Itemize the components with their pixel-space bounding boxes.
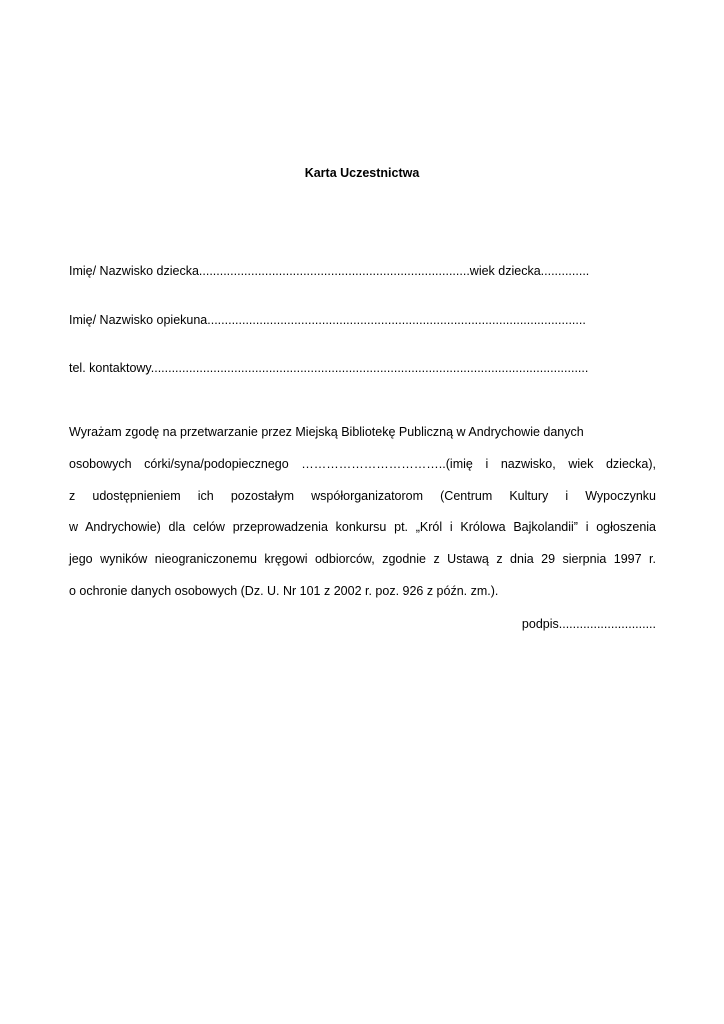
phone-field: tel. kontaktowy.............................................................................................................................. (69, 361, 589, 375)
consent-line-6: o ochronie danych osobowych (Dz. U. Nr 101 z 2002 r. poz. 926 z późn. zm.). (69, 584, 499, 598)
consent-line-2: osobowych córki/syna/podopiecznego ……………………………..(imię i nazwisko, wiek dziecka), (69, 457, 656, 471)
guardian-name-field: Imię/ Nazwisko opiekuna............................................................................................................. (69, 313, 586, 327)
child-name-field: Imię/ Nazwisko dziecka..............................................................................wiek dziecka.............. (69, 264, 590, 278)
consent-line-3: z udostępnieniem ich pozostałym współorganizatorom (Centrum Kultury i Wypoczynku (69, 489, 656, 503)
consent-line-4: w Andrychowie) dla celów przeprowadzenia konkursu pt. „Król i Królowa Bajkolandii” i ogłoszenia (69, 520, 656, 534)
consent-line-5: jego wyników nieograniczonemu kręgowi odbiorców, zgodnie z Ustawą z dnia 29 sierpnia 1997 r. (69, 552, 656, 566)
document-title: Karta Uczestnictwa (304, 166, 420, 180)
signature-line: podpis............................ (521, 617, 656, 631)
consent-line-1: Wyrażam zgodę na przetwarzanie przez Miejską Bibliotekę Publiczną w Andrychowie danych (69, 425, 584, 439)
